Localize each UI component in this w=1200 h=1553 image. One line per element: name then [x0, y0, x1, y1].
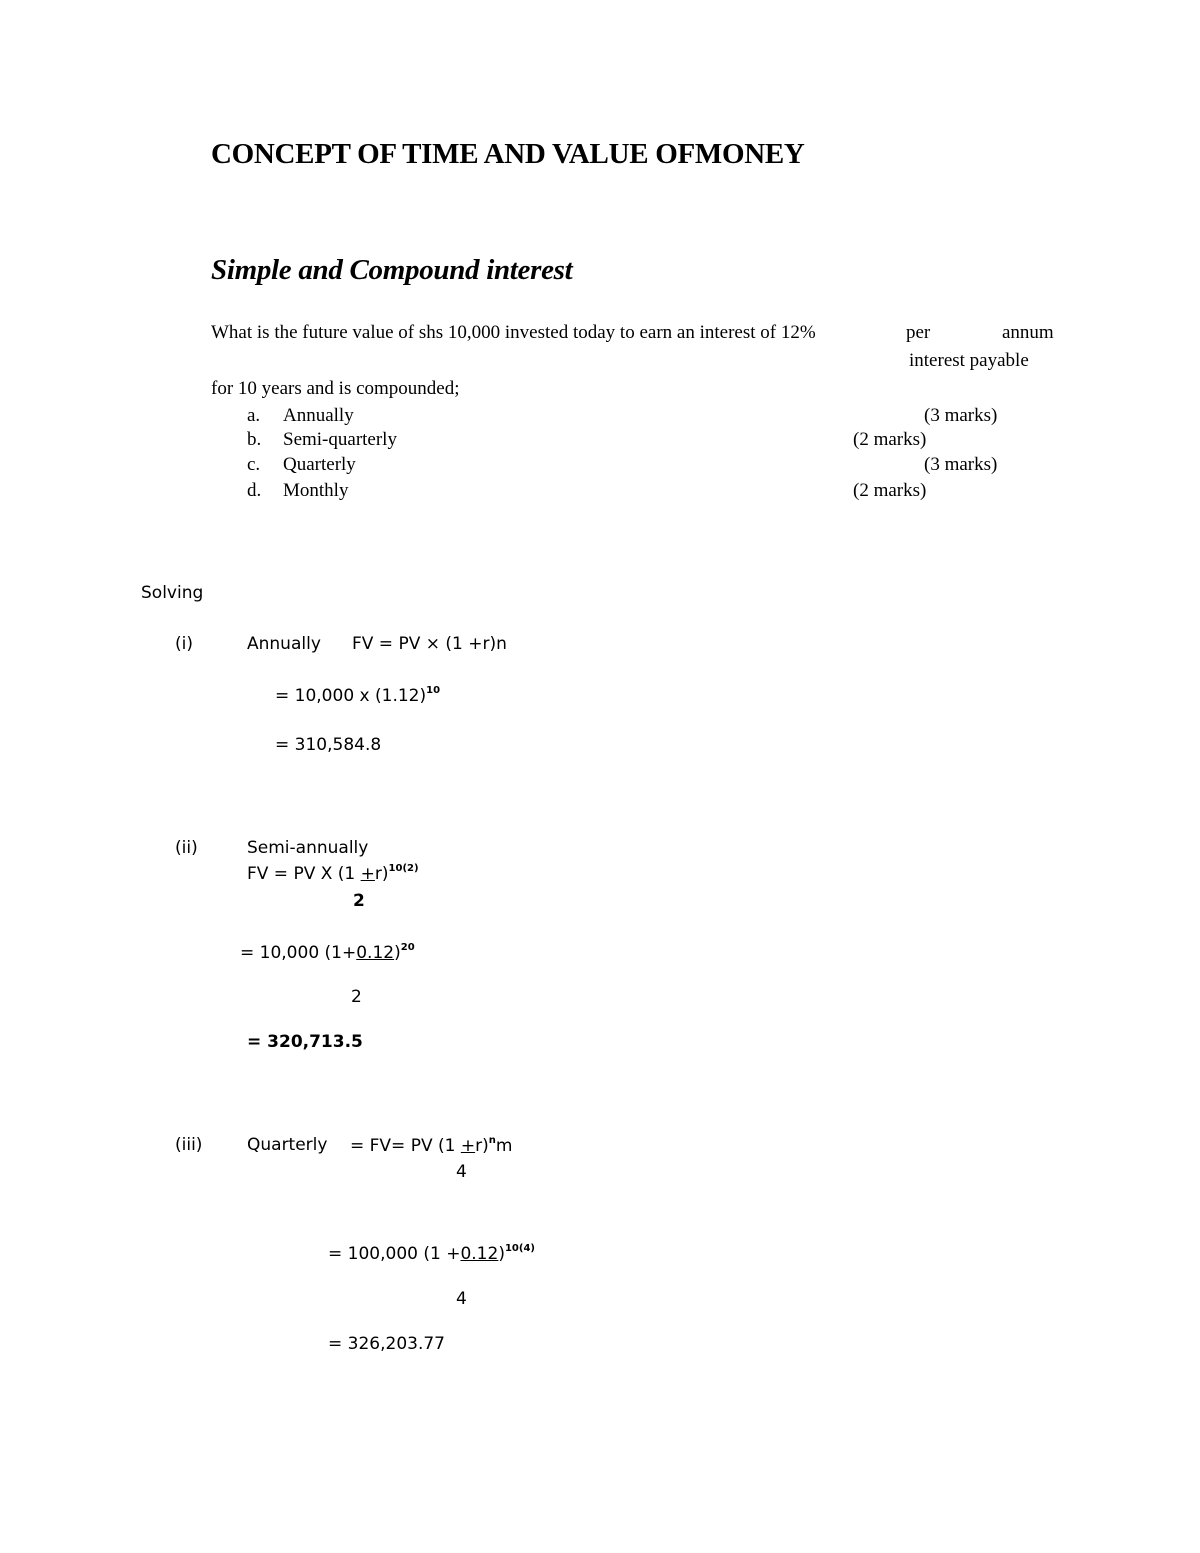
calc-step — [328, 1243, 535, 1264]
question-line-3: for 10 years and is compounded; — [211, 378, 460, 399]
document-title: CONCEPT OF TIME AND VALUE OFMONEY — [211, 138, 805, 170]
calc-expression: = 10,000 (1+ — [240, 943, 357, 963]
list-item-marks: (3 marks) — [924, 405, 998, 426]
part-label: Semi-annually — [247, 838, 369, 858]
denominator: 4 — [456, 1289, 467, 1309]
formula-text: r) — [475, 1136, 489, 1156]
formula-text: FV = PV X (1 — [247, 864, 361, 884]
denominator: 2 — [351, 987, 362, 1007]
formula — [350, 1135, 512, 1156]
list-item-letter: c. — [247, 454, 261, 475]
question-line-1: What is the future value of shs 10,000 invested today to earn an interest of 12% — [211, 322, 816, 343]
solving-heading: Solving — [141, 583, 204, 603]
denominator: 4 — [456, 1162, 467, 1182]
list-item-letter: d. — [247, 480, 262, 501]
exponent: 10(2) — [388, 863, 419, 874]
calc-expression: ) — [498, 1244, 505, 1264]
result: = 310,584.8 — [275, 735, 382, 755]
list-item-letter: a. — [247, 405, 261, 426]
plus-sign: + — [360, 864, 375, 884]
section-heading: Simple and Compound interest — [211, 254, 573, 286]
list-item-label: Quarterly — [283, 454, 356, 475]
plus-sign: + — [460, 1136, 476, 1156]
list-item-label: Annually — [283, 405, 354, 426]
part-number: (ii) — [175, 838, 198, 858]
exponent: 20 — [400, 942, 415, 953]
question-annum: annum — [1002, 322, 1054, 343]
list-item-marks: (3 marks) — [924, 454, 998, 475]
formula-text: m — [495, 1136, 513, 1156]
part-number: (iii) — [175, 1135, 203, 1155]
denominator: 2 — [353, 891, 365, 911]
list-item-letter: b. — [247, 429, 262, 450]
calc-step — [275, 685, 440, 706]
formula-text: r) — [374, 864, 389, 884]
fraction-numerator: 0.12 — [460, 1244, 499, 1264]
question-payable: interest payable — [909, 350, 1029, 371]
list-item-marks: (2 marks) — [853, 480, 927, 501]
calc-expression: = 10,000 x (1.12) — [275, 686, 427, 706]
result: = 320,713.5 — [247, 1032, 363, 1052]
exponent: 10(4) — [504, 1243, 535, 1254]
list-item-label: Monthly — [283, 480, 349, 501]
list-item-label: Semi-quarterly — [283, 429, 397, 450]
fraction-numerator: 0.12 — [356, 943, 395, 963]
list-item-marks: (2 marks) — [853, 429, 927, 450]
result: = 326,203.77 — [328, 1334, 445, 1354]
exponent: 10 — [426, 685, 441, 696]
calc-expression: ) — [394, 943, 401, 963]
formula-text: = FV= PV (1 — [350, 1136, 461, 1156]
calc-expression: = 100,000 (1 + — [328, 1244, 461, 1264]
part-label: Quarterly — [247, 1135, 328, 1155]
formula — [247, 863, 419, 884]
formula: FV = PV × (1 +r)n — [352, 634, 507, 654]
exponent: n — [488, 1135, 496, 1146]
part-number: (i) — [175, 634, 193, 654]
question-per: per — [906, 322, 931, 343]
calc-step — [240, 942, 415, 963]
part-label: Annually — [247, 634, 321, 654]
